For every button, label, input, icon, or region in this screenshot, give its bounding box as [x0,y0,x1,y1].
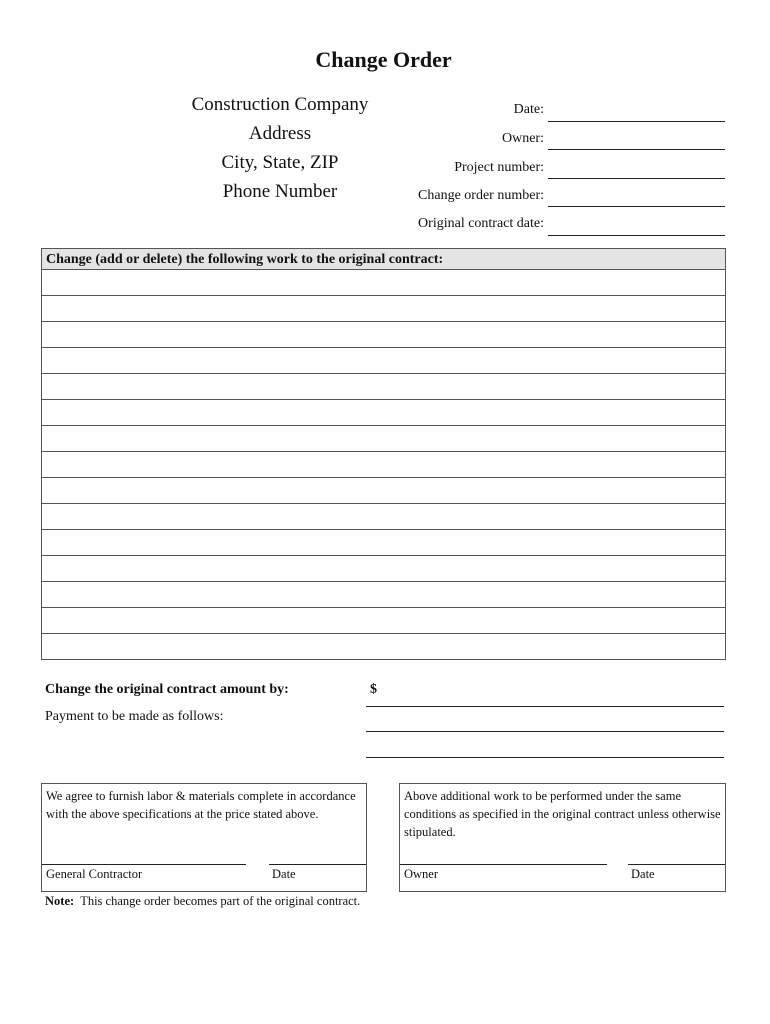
work-row[interactable] [42,296,725,322]
original-contract-date-field[interactable] [548,235,725,236]
company-phone: Phone Number [222,181,338,202]
work-row[interactable] [42,504,725,530]
payment-label: Payment to be made as follows: [45,709,224,724]
owner-signature-line[interactable] [400,864,607,865]
work-row[interactable] [42,556,725,582]
date-field[interactable] [548,121,725,122]
amount-field[interactable] [366,706,724,707]
date-label: Date: [513,102,544,117]
contractor-agreement-text: We agree to furnish labor & materials complete in accordance with the above specifications at the price stated above. [46,789,356,821]
work-table-header: Change (add or delete) the following work to the original contract: [42,249,725,270]
change-order-number-label: Change order number: [418,188,544,203]
payment-line-1[interactable] [366,731,724,732]
owner-agreement-text: Above additional work to be performed under the same conditions as specified in the original contract unless otherwise stipulated. [404,789,721,839]
work-row[interactable] [42,322,725,348]
payment-line-2[interactable] [366,757,724,758]
work-row[interactable] [42,270,725,296]
owner-signature-label: Owner [404,867,439,881]
original-contract-date-label: Original contract date: [418,216,544,231]
owner-label: Owner: [502,131,544,146]
work-table [41,248,726,660]
note-label: Note: [45,894,75,908]
amount-label: Change the original contract amount by: [45,682,289,697]
contractor-date-line[interactable] [269,864,366,865]
page-title: Change Order [315,47,452,72]
note [45,894,360,909]
owner-field[interactable] [548,149,725,150]
change-order-number-field[interactable] [548,206,725,207]
work-row[interactable] [42,530,725,556]
contractor-signature-line[interactable] [42,864,246,865]
currency-symbol: $ [370,682,377,697]
project-number-label: Project number: [454,160,544,175]
work-row[interactable] [42,452,725,478]
contractor-agreement-box [41,783,367,892]
work-row[interactable] [42,634,725,659]
owner-date-label: Date [631,867,655,881]
work-row[interactable] [42,426,725,452]
owner-date-line[interactable] [628,864,725,865]
company-address: Address [248,123,312,144]
contractor-signature-label: General Contractor [46,867,143,881]
work-row[interactable] [42,608,725,634]
note-text: This change order becomes part of the original contract. [80,894,361,908]
contractor-date-label: Date [272,867,296,881]
owner-agreement-box [399,783,726,892]
work-row[interactable] [42,582,725,608]
work-row[interactable] [42,348,725,374]
company-city: City, State, ZIP [221,152,339,173]
work-row[interactable] [42,400,725,426]
work-row[interactable] [42,374,725,400]
work-row[interactable] [42,478,725,504]
company-name: Construction Company [191,94,369,115]
project-number-field[interactable] [548,178,725,179]
